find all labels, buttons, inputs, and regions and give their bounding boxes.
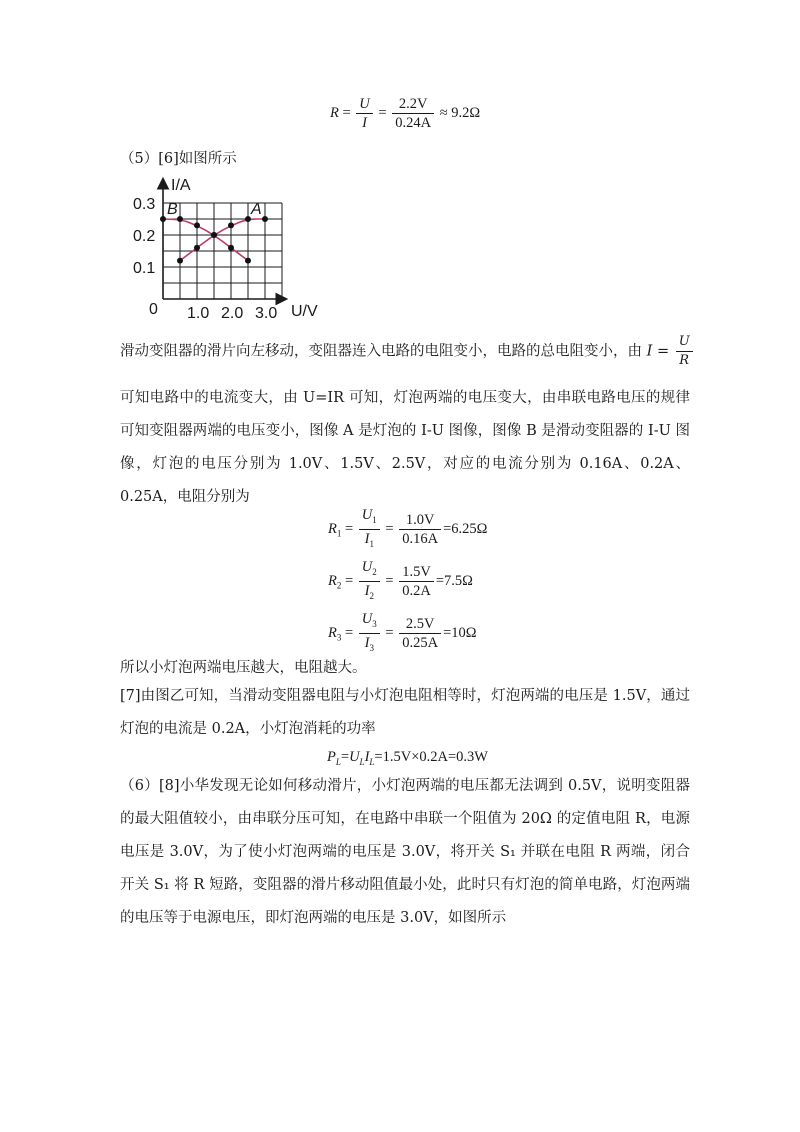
eq-rhs: ≈ 9.2Ω <box>439 105 481 121</box>
curve-b-point <box>160 216 166 222</box>
resistance-equation-1: $R_1$ = $\frac{U_1}{I_1}$ = $\frac{1.0V}{0.16A}$ =6.25Ω <box>328 507 488 549</box>
paragraph-analysis: 可知电路中的电流变大，由 U=IR 可知，灯泡两端的电压变大，由串联电路电压的规律可知变阻器两端的电压变小，图像 A 是灯泡的 I-U 图像，图像 B 是滑动变阻器的 I-U 图像，灯泡的电压分别为 1.0V、1.5V、2.5V，对应的电流分别为 0.16A、0.2A、0.25A，电阻分别为 <box>120 390 690 505</box>
resistance-equation-2: $R_2$ = $\frac{U_2}{I_2}$ = $\frac{1.5V}{0.2A}$ =7.5Ω <box>328 559 473 601</box>
inline-ohm-fraction: $\frac{U}{R}$ <box>676 333 693 370</box>
curve-b-point <box>245 258 251 264</box>
y-tick-0.2: 0.2 <box>133 228 156 245</box>
curve-a-label: A <box>251 201 262 218</box>
curve-b-point <box>177 216 183 222</box>
x-tick-1.0: 1.0 <box>187 305 210 322</box>
y-tick-0.1: 0.1 <box>133 260 156 277</box>
power-equation: $P_L=U_LI_L=1.5V\times 0.2A=0.3W$ <box>327 749 488 767</box>
iu-graph <box>125 172 355 322</box>
eq-lhs: R <box>330 105 339 121</box>
eq-fraction-values: $\frac{2.2V}{0.24A}$ <box>392 95 434 132</box>
resistance-equation-3: $R_3$ = $\frac{U_3}{I_3}$ = $\frac{2.5V}{0.25A}$ =10Ω <box>328 611 477 653</box>
conclusion-text: 所以小灯泡两端电压越大，电阻越大。 <box>120 660 367 676</box>
y-axis-label: I/A <box>171 177 191 194</box>
y-tick-0.3: 0.3 <box>133 196 156 213</box>
paragraph-7: [7]由图乙可知，当滑动变阻器电阻与小灯泡电阻相等时，灯泡两端的电压是 1.5V，通过灯泡的电流是 0.2A，小灯泡消耗的功率 <box>120 688 690 737</box>
curve-a-line <box>180 219 265 261</box>
curve-b-point <box>228 245 234 251</box>
paragraph-6: （6）[8]小华发现无论如何移动滑片，小灯泡两端的电压都无法调到 0.5V，说明变阻器的最大阻值较小，由串联分压可知，在电路中串联一个阻值为 20Ω 的定值电阻 R，电源电压是 3.0V，为了使小灯泡两端的电压是 3.0V，将开关 S₁ 并联在电阻 R 两端，闭合开关 S₁ 将 R 短路，变阻器的滑片移动阻值最小处，此时只有灯泡的简单电路，灯泡两端的电压等于电源电压，即灯泡两端的电压是 3.0V，如图所示 <box>120 778 690 926</box>
equation-resistance: R = $\frac{U}{I}$ = $\frac{2.2V}{0.24A}$ ≈ 9.2Ω <box>330 96 481 131</box>
curve-b-point <box>194 222 200 228</box>
section-5-header: （5）[6]如图所示 <box>120 151 237 167</box>
x-tick-3.0: 3.0 <box>255 305 278 322</box>
curve-a-point <box>194 245 200 251</box>
curve-b-line <box>163 219 248 261</box>
curve-b-label: B <box>167 201 178 218</box>
x-tick-2.0: 2.0 <box>221 305 244 322</box>
curve-a-point <box>177 258 183 264</box>
curve-a-point <box>262 216 268 222</box>
x-axis-label: U/V <box>291 303 318 320</box>
origin-label: 0 <box>149 301 158 318</box>
curve-a-point <box>228 222 234 228</box>
eq-fraction-symbolic: $\frac{U}{I}$ <box>356 95 372 132</box>
curve-b-point <box>211 232 217 238</box>
paragraph-slider-line1: 滑动变阻器的滑片向左移动，变阻器连入电路的电阻变小，电路的总电阻变小，由 I = $\frac{U}{R}$ <box>120 333 695 370</box>
